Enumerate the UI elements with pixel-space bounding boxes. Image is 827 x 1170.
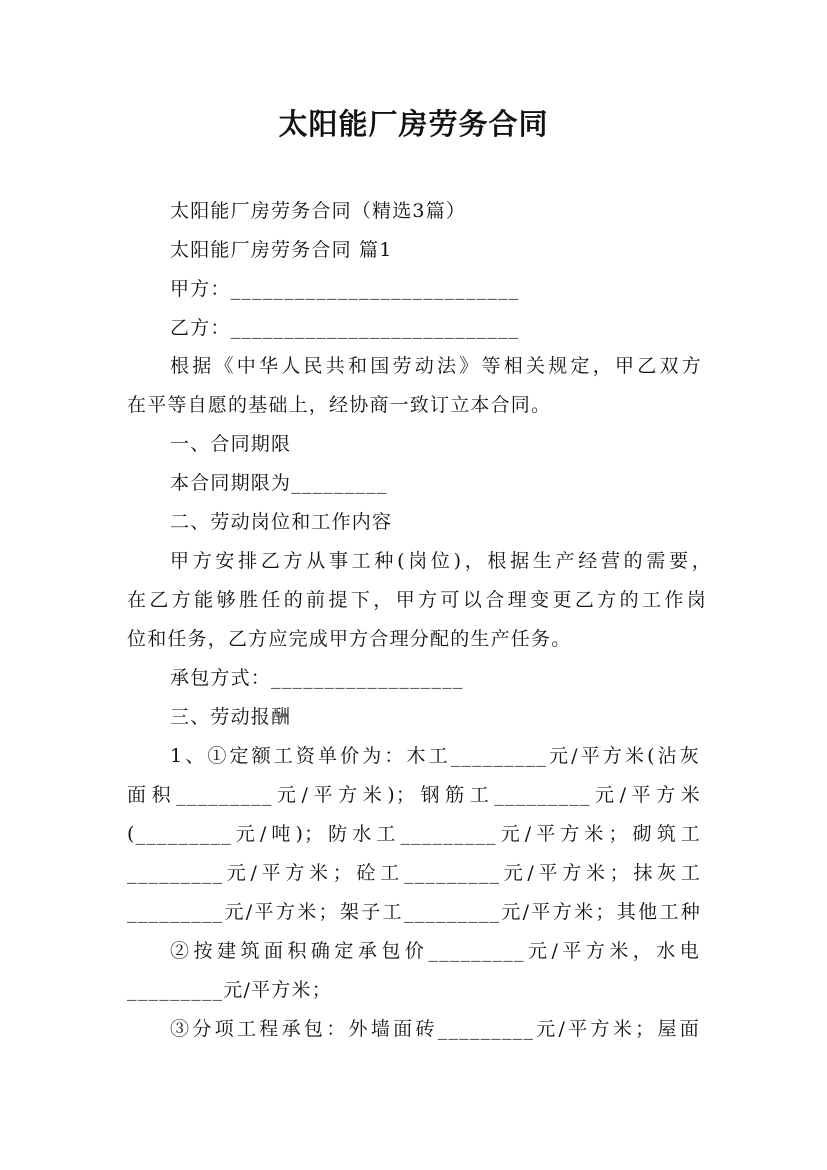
paragraph-line: 承包方式：__________________ xyxy=(170,667,464,689)
paragraph-line: 位和任务，乙方应完成甲方合理分配的生产任务。 xyxy=(127,628,572,650)
paragraph-line: _________元/平方米；砼工_________元/平方米；抹灰工 xyxy=(127,862,701,884)
paragraph-line: _________元/平方米； xyxy=(127,979,332,1001)
paragraph-line: 本合同期限为_________ xyxy=(170,472,388,494)
paragraph-line: (_________元/吨)；防水工_________元/平方米；砌筑工 xyxy=(127,823,701,845)
paragraph-line: ②按建筑面积确定承包价_________元/平方米，水电 xyxy=(170,940,700,962)
section-heading: 太阳能厂房劳务合同 篇1 xyxy=(170,239,393,261)
paragraph-line: 在平等自愿的基础上，经协商一致订立本合同。 xyxy=(127,394,552,416)
subtitle-line: 太阳能厂房劳务合同（精选3篇） xyxy=(170,200,467,222)
paragraph-line: 根据《中华人民共和国劳动法》等相关规定，甲乙双方 xyxy=(170,355,702,377)
party-a-line: 甲方：___________________________ xyxy=(170,278,520,300)
paragraph-line: 面积_________元/平方米)；钢筋工_________元/平方米 xyxy=(127,784,701,806)
paragraph-line: 在乙方能够胜任的前提下，甲方可以合理变更乙方的工作岗 xyxy=(127,589,707,611)
clause-heading: 二、劳动岗位和工作内容 xyxy=(170,511,393,533)
clause-heading: 一、合同期限 xyxy=(170,433,292,455)
clause-heading: 三、劳动报酬 xyxy=(170,706,292,728)
paragraph-line: _________元/平方米；架子工_________元/平方米；其他工种 xyxy=(127,901,701,923)
party-b-line: 乙方：___________________________ xyxy=(170,317,520,339)
paragraph-line: 1、①定额工资单价为：木工_________元/平方米(沾灰 xyxy=(170,745,700,767)
paragraph-line: 甲方安排乙方从事工种(岗位)，根据生产经营的需要， xyxy=(170,550,712,572)
paragraph-line: ③分项工程承包：外墙面砖_________元/平方米；屋面 xyxy=(170,1018,700,1040)
document-title: 太阳能厂房劳务合同 xyxy=(278,107,549,141)
